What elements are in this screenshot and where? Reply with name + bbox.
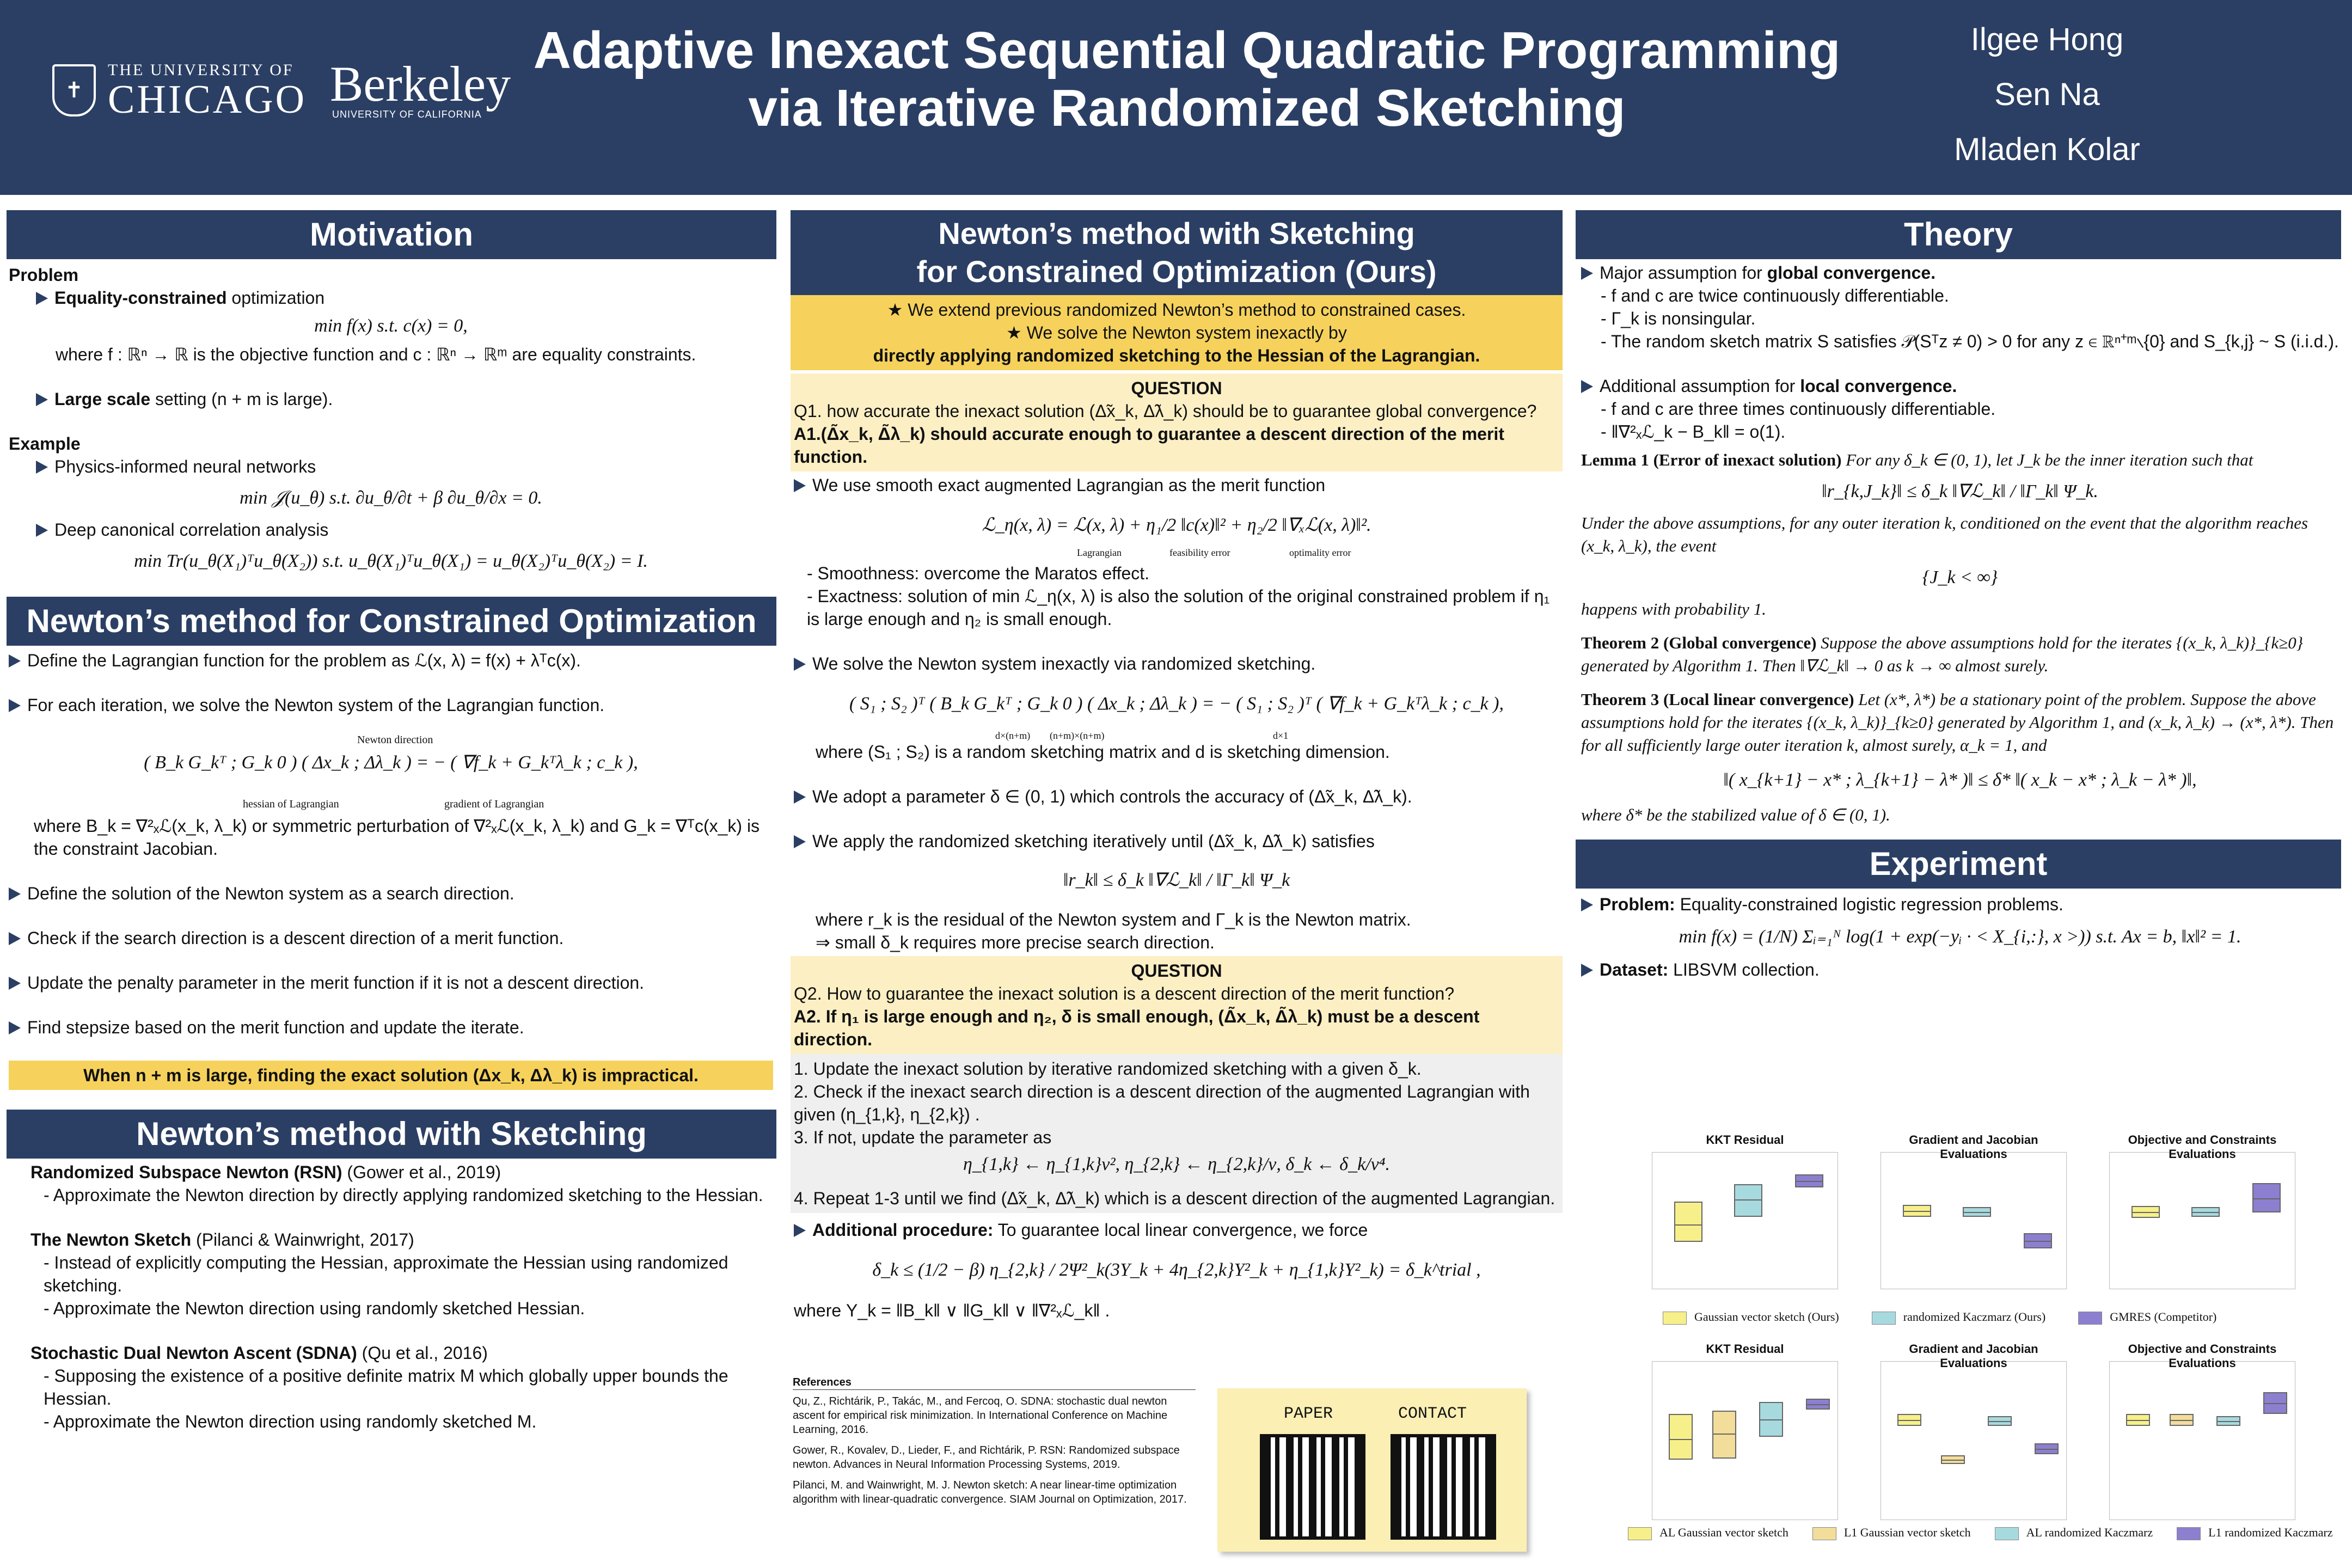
experiment-dataset: [1581, 958, 2339, 981]
box-l1-gaussian: [1941, 1455, 1965, 1464]
merit-equation-block: [794, 497, 1559, 556]
legend-swatch: [1663, 1312, 1687, 1325]
column-left: [7, 210, 776, 1433]
fig1-kkt-residual: [1652, 1133, 1838, 1289]
berkeley-wordmark: Berkeley: [330, 56, 511, 112]
lemma-under: Under the above assumptions, for any outer iteration k, conditioned on the event that the algorithm reaches (x_k, λ_k), the event: [1581, 513, 2308, 555]
newton-item-1: [9, 649, 773, 672]
bold-text: Randomized Subspace Newton (RSN): [30, 1162, 342, 1182]
text: Physics-informed neural networks: [54, 457, 316, 476]
rsn-item: [30, 1161, 773, 1184]
box-gmres: [2024, 1233, 2052, 1248]
example-equation-2: min Tr(u_θ(X₁)ᵀu_θ(X₂)) s.t. u_θ(X₁)ᵀu_θ(X₁) = u_θ(X₂)ᵀu_θ(X₂) = I.: [134, 551, 648, 571]
section-title-newton: Newton’s method for Constrained Optimization: [7, 597, 776, 646]
legend-item: [2078, 1310, 2216, 1325]
answer-1: A1.(Δ̃x_k, Δ̃λ_k) should accurate enough to guarantee a descent direction of the merit function.: [794, 424, 1504, 467]
box-l1-kaczmarz: [2035, 1443, 2059, 1454]
answer-2: A2. If η₁ is large enough and η₂, δ is small enough, (Δ̃x_k, Δ̃λ_k) must be a descent direction.: [794, 1007, 1480, 1049]
bullet-triangle-icon: [9, 699, 21, 712]
legend-label: L1 randomized Kaczmarz: [2208, 1526, 2333, 1539]
legend-item: [1663, 1310, 1839, 1325]
box-gmres: [2252, 1183, 2281, 1212]
bullet-triangle-icon: [9, 654, 21, 667]
section-title-theory: Theory: [1576, 210, 2341, 259]
delta-item: [794, 785, 1559, 808]
author-list: [1906, 12, 2189, 177]
label-newton-direction: Newton direction: [357, 734, 433, 746]
contribution-box: [791, 295, 1563, 370]
problem-item-1: [36, 286, 773, 309]
question-box-2: [791, 956, 1563, 1054]
bold-text: Equality-constrained: [54, 288, 227, 308]
box-l1-kaczmarz: [1806, 1399, 1830, 1410]
problem-item-2: [36, 388, 773, 411]
box-gmres: [1795, 1174, 1823, 1187]
bullet-triangle-icon: [9, 977, 21, 990]
box-kaczmarz: [1963, 1207, 1991, 1217]
problem-where: where f : ℝⁿ → ℝ is the objective function and c : ℝⁿ → ℝᵐ are equality constraints.: [56, 345, 696, 364]
fig-title: Gradient and Jacobian Evaluations: [1909, 1133, 2038, 1161]
text: Let (x*, λ*) be a stationary point of the problem. Suppose the above assumptions hold for the iterates {(x_k, λ_k)}_{k≥0} generated by Algorithm 1, and (x_k, λ_k) → (x*, λ*). Then for all sufficiently large outer iteration k, almost surely, α_k = 1, and: [1581, 690, 2334, 755]
text: Update the penalty parameter in the merit function if it is not a descent direction.: [27, 973, 645, 993]
text: (Pilanci & Wainwright, 2017): [191, 1230, 414, 1250]
bold-text: The Newton Sketch: [30, 1230, 192, 1250]
theorem-3: [1581, 688, 2339, 757]
label-hessian: hessian of Lagrangian: [243, 798, 339, 810]
sketching-body: [7, 1159, 776, 1433]
newton-item-3: [9, 882, 773, 905]
fig1-obj-con-evals: [2109, 1133, 2295, 1289]
merit-item: [794, 474, 1559, 497]
legend-swatch: [2177, 1527, 2201, 1540]
legend-item: [1812, 1526, 1971, 1540]
bullet-triangle-icon: [36, 524, 48, 537]
bullet-triangle-icon: [1581, 267, 1593, 280]
references-heading: References: [793, 1375, 1196, 1390]
legend-label: L1 Gaussian vector sketch: [1843, 1526, 1971, 1539]
text: (Qu et al., 2016): [357, 1343, 488, 1363]
example-equation-1: min 𝒥(u_θ) s.t. ∂u_θ/∂t + β ∂u_θ/∂x = 0.: [240, 488, 542, 508]
legend-item: [1628, 1526, 1788, 1540]
box-l1-kaczmarz: [2263, 1392, 2287, 1414]
additional-where: where Υ_k = ‖B_k‖ ∨ ‖G_k‖ ∨ ‖∇²ₓℒ_k‖ .: [794, 1301, 1110, 1320]
example-heading: Example: [9, 434, 81, 454]
merit-equation: ℒ_η(x, λ) = ℒ(x, λ) + η₁/2 ‖c(x)‖² + η₂/2 ‖∇ₓℒ(x, λ)‖².: [982, 515, 1371, 535]
assumption-4: - f and c are three times continuously differentiable.: [1601, 399, 1996, 419]
fig-title: KKT Residual: [1706, 1133, 1784, 1147]
additional-assumption: [1581, 375, 2339, 397]
newton-highlight: When n + m is large, finding the exact solution (Δx_k, Δλ_k) is impractical.: [9, 1061, 773, 1090]
fig-title: KKT Residual: [1706, 1342, 1784, 1356]
text: We apply the randomized sketching iteratively until (Δ̃x_k, Δ̃λ_k) satisfies: [812, 831, 1375, 851]
sketch-where: where (S₁ ; S₂) is a random sketching matrix and d is sketching dimension.: [816, 742, 1390, 762]
text: setting (n + m is large).: [150, 389, 333, 409]
fig1-grad-jac-evals: [1881, 1133, 2067, 1289]
newton-sketch-desc-2: - Approximate the Newton direction using randomly sketched Hessian.: [44, 1298, 585, 1318]
uc-line2: CHICAGO: [108, 77, 307, 122]
legend-label: AL Gaussian vector sketch: [1659, 1526, 1788, 1539]
assumption-5: - ‖∇²ₓℒ_k − B_k‖ = o(1).: [1601, 422, 1786, 442]
newton-body: [7, 646, 776, 1090]
box-al-gaussian: [1897, 1414, 1921, 1426]
contact-label: CONTACT: [1398, 1405, 1467, 1423]
uc-line1: THE UNIVERSITY OF: [108, 61, 294, 79]
bold-text: Large scale: [54, 389, 151, 409]
newton-item-6: [9, 1016, 773, 1039]
text: We adopt a parameter δ ∈ (0, 1) which controls the accuracy of (Δ̃x_k, Δ̃λ_k).: [812, 787, 1412, 806]
algorithm-step-2: 2. Check if the inexact search direction is a descent direction of the augmented Lagrangian with given (η_{1,k}, η_{2,k}) .: [794, 1082, 1530, 1124]
assumption-1: - f and c are twice continuously differentiable.: [1601, 286, 1949, 305]
label-optimality: optimality error: [1289, 547, 1351, 558]
text: Define the solution of the Newton system as a search direction.: [27, 884, 514, 903]
title-line2: via Iterative Randomized Sketching: [748, 79, 1626, 137]
reference-2: Gower, R., Kovalev, D., Lieder, F., and Richtárik, P. RSN: Randomized subspace newton. Advances in Neural Information Processing Systems, 2019.: [793, 1444, 1180, 1471]
author-name: Ilgee Hong: [1970, 22, 2124, 57]
legend-label: AL randomized Kaczmarz: [2026, 1526, 2153, 1539]
algorithm-box: [791, 1054, 1563, 1213]
question-heading: QUESTION: [1131, 378, 1222, 398]
box-al-kaczmarz: [1988, 1416, 2012, 1426]
legend-label: Gaussian vector sketch (Ours): [1694, 1310, 1839, 1324]
problem-heading: Problem: [9, 265, 79, 285]
experiment-body: [1576, 889, 2341, 981]
newton-item-5: [9, 971, 773, 994]
text: Check if the search direction is a descent direction of a merit function.: [27, 928, 564, 948]
section-title-ours-line2: for Constrained Optimization (Ours): [916, 254, 1437, 289]
qr-note: [1217, 1388, 1527, 1552]
text: We use smooth exact augmented Lagrangian as the merit function: [812, 475, 1326, 495]
reference-3: Pilanci, M. and Wainwright, M. J. Newton sketch: A near linear-time optimization algorithm with linear-quadratic convergence. SIAM Journal on Optimization, 2017.: [793, 1479, 1187, 1505]
ours-body-1: [791, 471, 1563, 956]
newton-where: where B_k = ∇²ₓℒ(x_k, λ_k) or symmetric perturbation of ∇²ₓℒ(x_k, λ_k) and G_k = ∇ᵀc(x_k) is the constraint Jacobian.: [34, 816, 760, 859]
newton-sketch-desc-1: - Instead of explicitly computing the Hessian, approximate the Hessian using randomized sketching.: [44, 1253, 728, 1295]
experiment-problem: [1581, 893, 2339, 916]
theorem-2: [1581, 632, 2339, 677]
sketch-item: [794, 652, 1559, 675]
section-title-experiment: Experiment: [1576, 840, 2341, 889]
paper-label: PAPER: [1284, 1405, 1333, 1423]
text: Deep canonical correlation analysis: [54, 520, 329, 540]
legend-label: GMRES (Competitor): [2110, 1310, 2217, 1324]
problem-equation: min f(x) s.t. c(x) = 0,: [314, 316, 468, 336]
theorem-heading: Theorem 3 (Local linear convergence): [1581, 690, 1854, 709]
contact-qr-code[interactable]: [1391, 1434, 1496, 1540]
legend-swatch: [1812, 1527, 1836, 1540]
label-dim3: d×1: [1273, 730, 1289, 741]
box-al-kaczmarz: [1759, 1402, 1783, 1437]
box-gaussian: [1903, 1205, 1931, 1217]
bold-text: Stochastic Dual Newton Ascent (SDNA): [30, 1343, 357, 1363]
bold-text: global convergence.: [1767, 263, 1936, 283]
algorithm-step-3: 3. If not, update the parameter as: [794, 1128, 1052, 1147]
bullet-triangle-icon: [794, 658, 806, 671]
label-dim1: d×(n+m): [995, 730, 1031, 741]
header-banner: [0, 0, 2352, 195]
theorem-heading: Theorem 2 (Global convergence): [1581, 633, 1817, 652]
bullet-triangle-icon: [1581, 964, 1593, 977]
residual-implication: ⇒ small δ_k requires more precise search direction.: [816, 933, 1215, 952]
motivation-body: [7, 259, 776, 574]
newton-system-equation: ( B_k G_kᵀ ; G_k 0 ) ( Δx_k ; Δλ_k ) = − ( ∇f_k + G_kᵀλ_k ; c_k ),: [144, 752, 638, 773]
fig2-kkt-residual: [1652, 1342, 1838, 1520]
paper-qr-code[interactable]: [1260, 1434, 1365, 1540]
poster-title: [523, 22, 1851, 137]
bullet-triangle-icon: [9, 932, 21, 945]
example-item-1: [36, 455, 773, 478]
residual-condition: ‖r_k‖ ≤ δ_k ‖∇ℒ_k‖ / ‖Γ_k‖ Ψ_k: [1063, 870, 1290, 890]
text: To guarantee local linear convergence, we force: [993, 1220, 1368, 1240]
bullet-triangle-icon: [36, 393, 48, 406]
text: For each iteration, we solve the Newton system of the Lagrangian function.: [27, 695, 605, 715]
bullet-triangle-icon: [36, 292, 48, 305]
label-gradient: gradient of Lagrangian: [444, 798, 544, 810]
fig-title: Objective and Constraints Evaluations: [2128, 1342, 2277, 1370]
legend-item: [1872, 1310, 2045, 1325]
text: optimization: [226, 288, 325, 308]
theorem-3-where: where δ* be the stabilized value of δ ∈ (0, 1).: [1581, 805, 1890, 824]
newton-sketch-item: [30, 1228, 773, 1251]
major-assumption: [1581, 261, 2339, 284]
merit-smoothness: - Smoothness: overcome the Maratos effect.: [807, 564, 1150, 583]
legend-row2: [1628, 1526, 2333, 1540]
text: For any δ_k ∈ (0, 1), let J_k be the inner iteration such that: [1841, 450, 2253, 469]
rsn-desc: - Approximate the Newton direction by directly applying randomized sketching to the Hessian.: [44, 1185, 763, 1205]
author-name: Sen Na: [1994, 77, 2100, 112]
lemma-heading: Lemma 1 (Error of inexact solution): [1581, 450, 1842, 469]
title-line1: Adaptive Inexact Sequential Quadratic Programming: [533, 21, 1841, 79]
fig2-grad-jac-evals: [1881, 1342, 2067, 1520]
legend-item: [2177, 1526, 2332, 1540]
lemma-event: {J_k < ∞}: [1922, 567, 1998, 587]
algorithm-step-4: 4. Repeat 1-3 until we find (Δ̃x_k, Δ̃λ_k) which is a descent direction of the augmented Lagrangian.: [794, 1189, 1555, 1208]
berkeley-subtitle: UNIVERSITY OF CALIFORNIA: [332, 109, 482, 120]
question-heading: QUESTION: [1131, 961, 1222, 981]
ours-body-2: [791, 1213, 1563, 1327]
box-l1-gaussian: [1712, 1411, 1736, 1459]
fig2-obj-con-evals: [2109, 1342, 2295, 1520]
box-l1-gaussian: [2170, 1414, 2194, 1426]
text: Find stepsize based on the merit function and update the iterate.: [27, 1018, 524, 1037]
bullet-triangle-icon: [794, 1224, 806, 1237]
question-box-1: [791, 373, 1563, 471]
assumption-3: - The random sketch matrix S satisfies 𝒫(Sᵀz ≠ 0) > 0 for any z ∈ ℝⁿ⁺ᵐ∖{0} and S_{k,j} ~ S (i.i.d.).: [1601, 332, 2339, 351]
fig-title: Objective and Constraints Evaluations: [2128, 1133, 2277, 1161]
shield-icon: ✝: [52, 64, 96, 117]
bold-text: Dataset:: [1600, 960, 1669, 979]
uchicago-logo: [52, 61, 307, 120]
example-item-2: [36, 518, 773, 541]
bullet-triangle-icon: [1581, 380, 1593, 393]
sdna-item: [30, 1342, 773, 1364]
theorem-3-equation: ‖( x_{k+1} − x* ; λ_{k+1} − λ* )‖ ≤ δ* ‖( x_k − x* ; λ_k − λ* )‖,: [1723, 770, 2197, 790]
section-title-ours: [791, 210, 1563, 295]
legend-item: [1995, 1526, 2153, 1540]
box-kaczmarz: [2191, 1207, 2220, 1217]
question-2: Q2. How to guarantee the inexact solution is a descent direction of the merit function?: [794, 984, 1455, 1003]
text: Define the Lagrangian function for the problem as ℒ(x, λ) = f(x) + λᵀc(x).: [27, 651, 581, 670]
bullet-triangle-icon: [9, 887, 21, 901]
contribution-3: directly applying randomized sketching to the Hessian of the Lagrangian.: [873, 346, 1480, 365]
contribution-2: ★ We solve the Newton system inexactly by: [1006, 323, 1347, 342]
iterate-item: [794, 830, 1559, 853]
legend-swatch: [1872, 1312, 1896, 1325]
reference-1: Qu, Z., Richtárik, P., Takác, M., and Fercoq, O. SDNA: stochastic dual newton ascent for empirical risk minimization. In International Conference on Machine Learning, 2016.: [793, 1395, 1168, 1436]
box-gaussian: [1674, 1202, 1702, 1242]
bullet-triangle-icon: [794, 835, 806, 848]
lemma-equation: ‖r_{k,J_k}‖ ≤ δ_k ‖∇ℒ_k‖ / ‖Γ_k‖ Ψ_k.: [1822, 481, 2098, 501]
bullet-triangle-icon: [1581, 898, 1593, 911]
section-title-sketching: Newton’s method with Sketching: [7, 1110, 776, 1159]
theorems: [1576, 443, 2341, 826]
bullet-triangle-icon: [794, 479, 806, 492]
berkeley-logo: [330, 56, 511, 120]
text: LIBSVM collection.: [1668, 960, 1820, 979]
algorithm-step-1: 1. Update the inexact solution by iterative randomized sketching with a given δ_k.: [794, 1059, 1422, 1079]
text: Suppose the above assumptions hold for the iterates {(x_k, λ_k)}_{k≥0} generated by Algorithm 1. Then ‖∇ℒ_k‖ → 0 as k → ∞ almost surely.: [1581, 633, 2304, 675]
box-al-gaussian: [1669, 1414, 1693, 1460]
bold-text: Problem:: [1600, 895, 1675, 914]
contribution-1: ★ We extend previous randomized Newton’s method to constrained cases.: [887, 300, 1466, 320]
algorithm-update-equation: η_{1,k} ← η_{1,k}ν², η_{2,k} ← η_{2,k}/ν, δ_k ← δ_k/ν⁴.: [963, 1154, 1391, 1174]
bullet-triangle-icon: [36, 461, 48, 474]
additional-equation: δ_k ≤ (1/2 − β) η_{2,k} / 2Ψ²_k(3Υ_k + 4η_{2,k}Υ²_k + η_{1,k}Υ²_k) = δ_k^trial ,: [872, 1260, 1481, 1280]
assumption-2: - Γ_k is nonsingular.: [1601, 309, 1756, 328]
sdna-desc-1: - Supposing the existence of a positive definite matrix M which globally upper bounds the Hessian.: [44, 1366, 728, 1408]
lemma-probability: happens with probability 1.: [1581, 599, 1766, 618]
bold-text: local convergence.: [1800, 376, 1957, 396]
legend-swatch: [2078, 1312, 2102, 1325]
column-right: [1576, 210, 2341, 981]
section-title-ours-line1: Newton’s method with Sketching: [938, 216, 1415, 250]
bullet-triangle-icon: [794, 791, 806, 804]
experiment-equation: min f(x) = (1/N) Σᵢ₌₁ᴺ log(1 + exp(−yᵢ · < X_{i,:}, x >)) s.t. Ax = b, ‖x‖² = 1.: [1679, 927, 2241, 947]
text: We solve the Newton system inexactly via randomized sketching.: [812, 654, 1316, 673]
text: Equality-constrained logistic regression problems.: [1675, 895, 2063, 914]
legend-row1: [1663, 1310, 2216, 1325]
sketched-system-equation: ( S₁ ; S₂ )ᵀ ( B_k G_kᵀ ; G_k 0 ) ( Δx_k ; Δλ_k ) = − ( S₁ ; S₂ )ᵀ ( ∇f_k + G_kᵀλ_k ; c_k ),: [849, 694, 1504, 714]
box-al-kaczmarz: [2216, 1416, 2240, 1426]
text: Major assumption for: [1600, 263, 1767, 283]
merit-exactness: - Exactness: solution of min ℒ_η(x, λ) is also the solution of the original constrained problem if η₁ is large enough and η₂ is small enough.: [807, 586, 1550, 629]
section-title-motivation: Motivation: [7, 210, 776, 259]
newton-system-equation-block: [9, 716, 773, 814]
label-feasibility: feasibility error: [1169, 547, 1230, 558]
references: [793, 1375, 1196, 1506]
text: Additional assumption for: [1600, 376, 1800, 396]
newton-item-4: [9, 927, 773, 950]
sketched-system-block: [794, 675, 1559, 740]
text: (Gower et al., 2019): [342, 1162, 501, 1182]
lemma-1: [1581, 449, 2339, 471]
legend-label: randomized Kaczmarz (Ours): [1903, 1310, 2046, 1324]
sdna-desc-2: - Approximate the Newton direction using randomly sketched M.: [44, 1412, 537, 1431]
box-al-gaussian: [2126, 1414, 2150, 1426]
newton-item-2: [9, 694, 773, 716]
label-lagrangian: Lagrangian: [1077, 547, 1122, 558]
theory-body: [1576, 259, 2341, 443]
additional-item: [794, 1218, 1559, 1241]
label-dim2: (n+m)×(n+m): [1050, 730, 1105, 741]
question-1: Q1. how accurate the inexact solution (Δ̃x_k, Δ̃λ_k) should be to guarantee global convergence?: [794, 401, 1537, 421]
author-name: Mladen Kolar: [1954, 132, 2140, 167]
residual-where: where r_k is the residual of the Newton system and Γ_k is the Newton matrix.: [816, 910, 1411, 929]
legend-swatch: [1628, 1527, 1652, 1540]
bold-text: Additional procedure:: [812, 1220, 994, 1240]
fig-title: Gradient and Jacobian Evaluations: [1909, 1342, 2038, 1370]
legend-swatch: [1995, 1527, 2019, 1540]
box-gaussian: [2132, 1206, 2160, 1218]
box-kaczmarz: [1734, 1184, 1762, 1217]
bullet-triangle-icon: [9, 1021, 21, 1034]
